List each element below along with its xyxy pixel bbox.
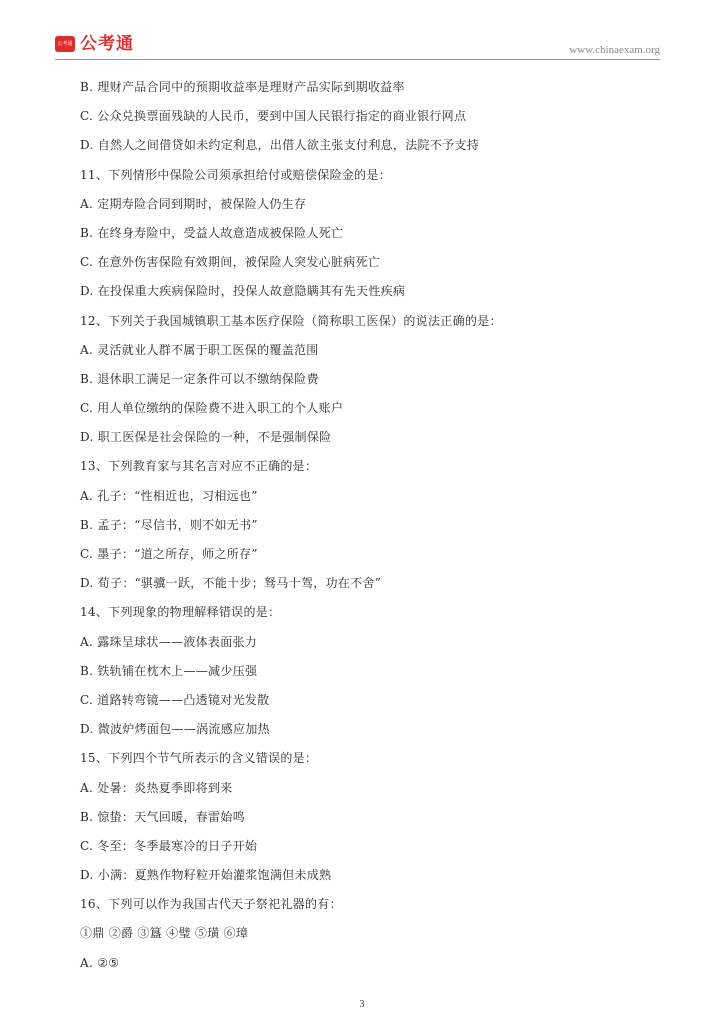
option-a-q13: A. 孔子：“性相近也，习相远也” [80,488,258,503]
option-b-q10: B. 理财产品合同中的预期收益率是理财产品实际到期收益率 [80,80,405,94]
option-a-q15: A. 处暑：炎热夏季即将到来 [80,780,233,795]
page-number: 3 [359,999,365,1010]
option-a-q11: A. 定期寿险合同到期时，被保险人仍生存 [80,196,307,211]
option-c-q10: C. 公众兑换票面残缺的人民币，要到中国人民银行指定的商业银行网点 [80,109,467,124]
page-header [0,0,724,62]
option-c-q11: C. 在意外伤害保险有效期间，被保险人突发心脏病死亡 [80,255,381,270]
option-d-q14: D. 微波炉烤面包——涡流感应加热 [80,722,270,737]
option-b-q15: B. 惊蛰：天气回暖，春雷始鸣 [80,809,245,824]
header-divider [55,59,660,60]
site-url: www.chinaexam.org [569,44,660,56]
question-13: 13、下列教育家与其名言对应不正确的是： [80,459,318,474]
question-16-items: ①鼎 ②爵 ③簋 ④璧 ⑤璜 ⑥璋 [80,926,249,941]
option-c-q13: C. 墨子：“道之所存，师之所存” [80,547,258,561]
option-d-q12: D. 职工医保是社会保险的一种，不是强制保险 [80,430,332,445]
option-a-q14: A. 露珠呈球状——液体表面张力 [80,634,258,649]
option-c-q15: C. 冬至：冬季最寒冷的日子开始 [80,838,258,853]
option-b-q13: B. 孟子：“尽信书，则不如无书” [80,517,258,532]
logo-text: 公考通 [80,34,134,54]
option-d-q11: D. 在投保重大疾病保险时，投保人故意隐瞒其有先天性疾病 [80,284,406,299]
option-d-q15: D. 小满：夏熟作物籽粒开始灌浆饱满但未成熟 [80,868,332,883]
question-14: 14、下列现象的物理解释错误的是： [80,605,281,620]
option-a-q16: A. ②⑤ [80,955,120,970]
option-c-q14: C. 道路转弯镜——凸透镜对光发散 [80,692,270,707]
option-d-q13: D. 荀子：“骐骥一跃，不能十步；驽马十驾，功在不舍” [80,576,382,591]
logo-badge: 公考通 [55,36,75,52]
question-12: 12、下列关于我国城镇职工基本医疗保险（简称职工医保）的说法正确的是： [80,313,502,328]
document-body [80,73,670,978]
option-c-q12: C. 用人单位缴纳的保险费不进入职工的个人账户 [80,401,344,416]
option-b-q11: B. 在终身寿险中，受益人故意造成被保险人死亡 [80,225,344,240]
question-15: 15、下列四个节气所表示的含义错误的是： [80,751,318,766]
option-a-q12: A. 灵活就业人群不属于职工医保的覆盖范围 [80,342,319,357]
logo [55,34,134,54]
option-d-q10: D. 自然人之间借贷如未约定利息，出借人欲主张支付利息，法院不予支持 [80,138,480,153]
question-16: 16、下列可以作为我国古代天子祭祀礼器的有： [80,897,342,912]
question-11: 11、下列情形中保险公司须承担给付或赔偿保险金的是： [80,167,392,182]
option-b-q14: B. 铁轨铺在枕木上——减少压强 [80,663,258,678]
option-b-q12: B. 退休职工满足一定条件可以不缴纳保险费 [80,371,319,386]
